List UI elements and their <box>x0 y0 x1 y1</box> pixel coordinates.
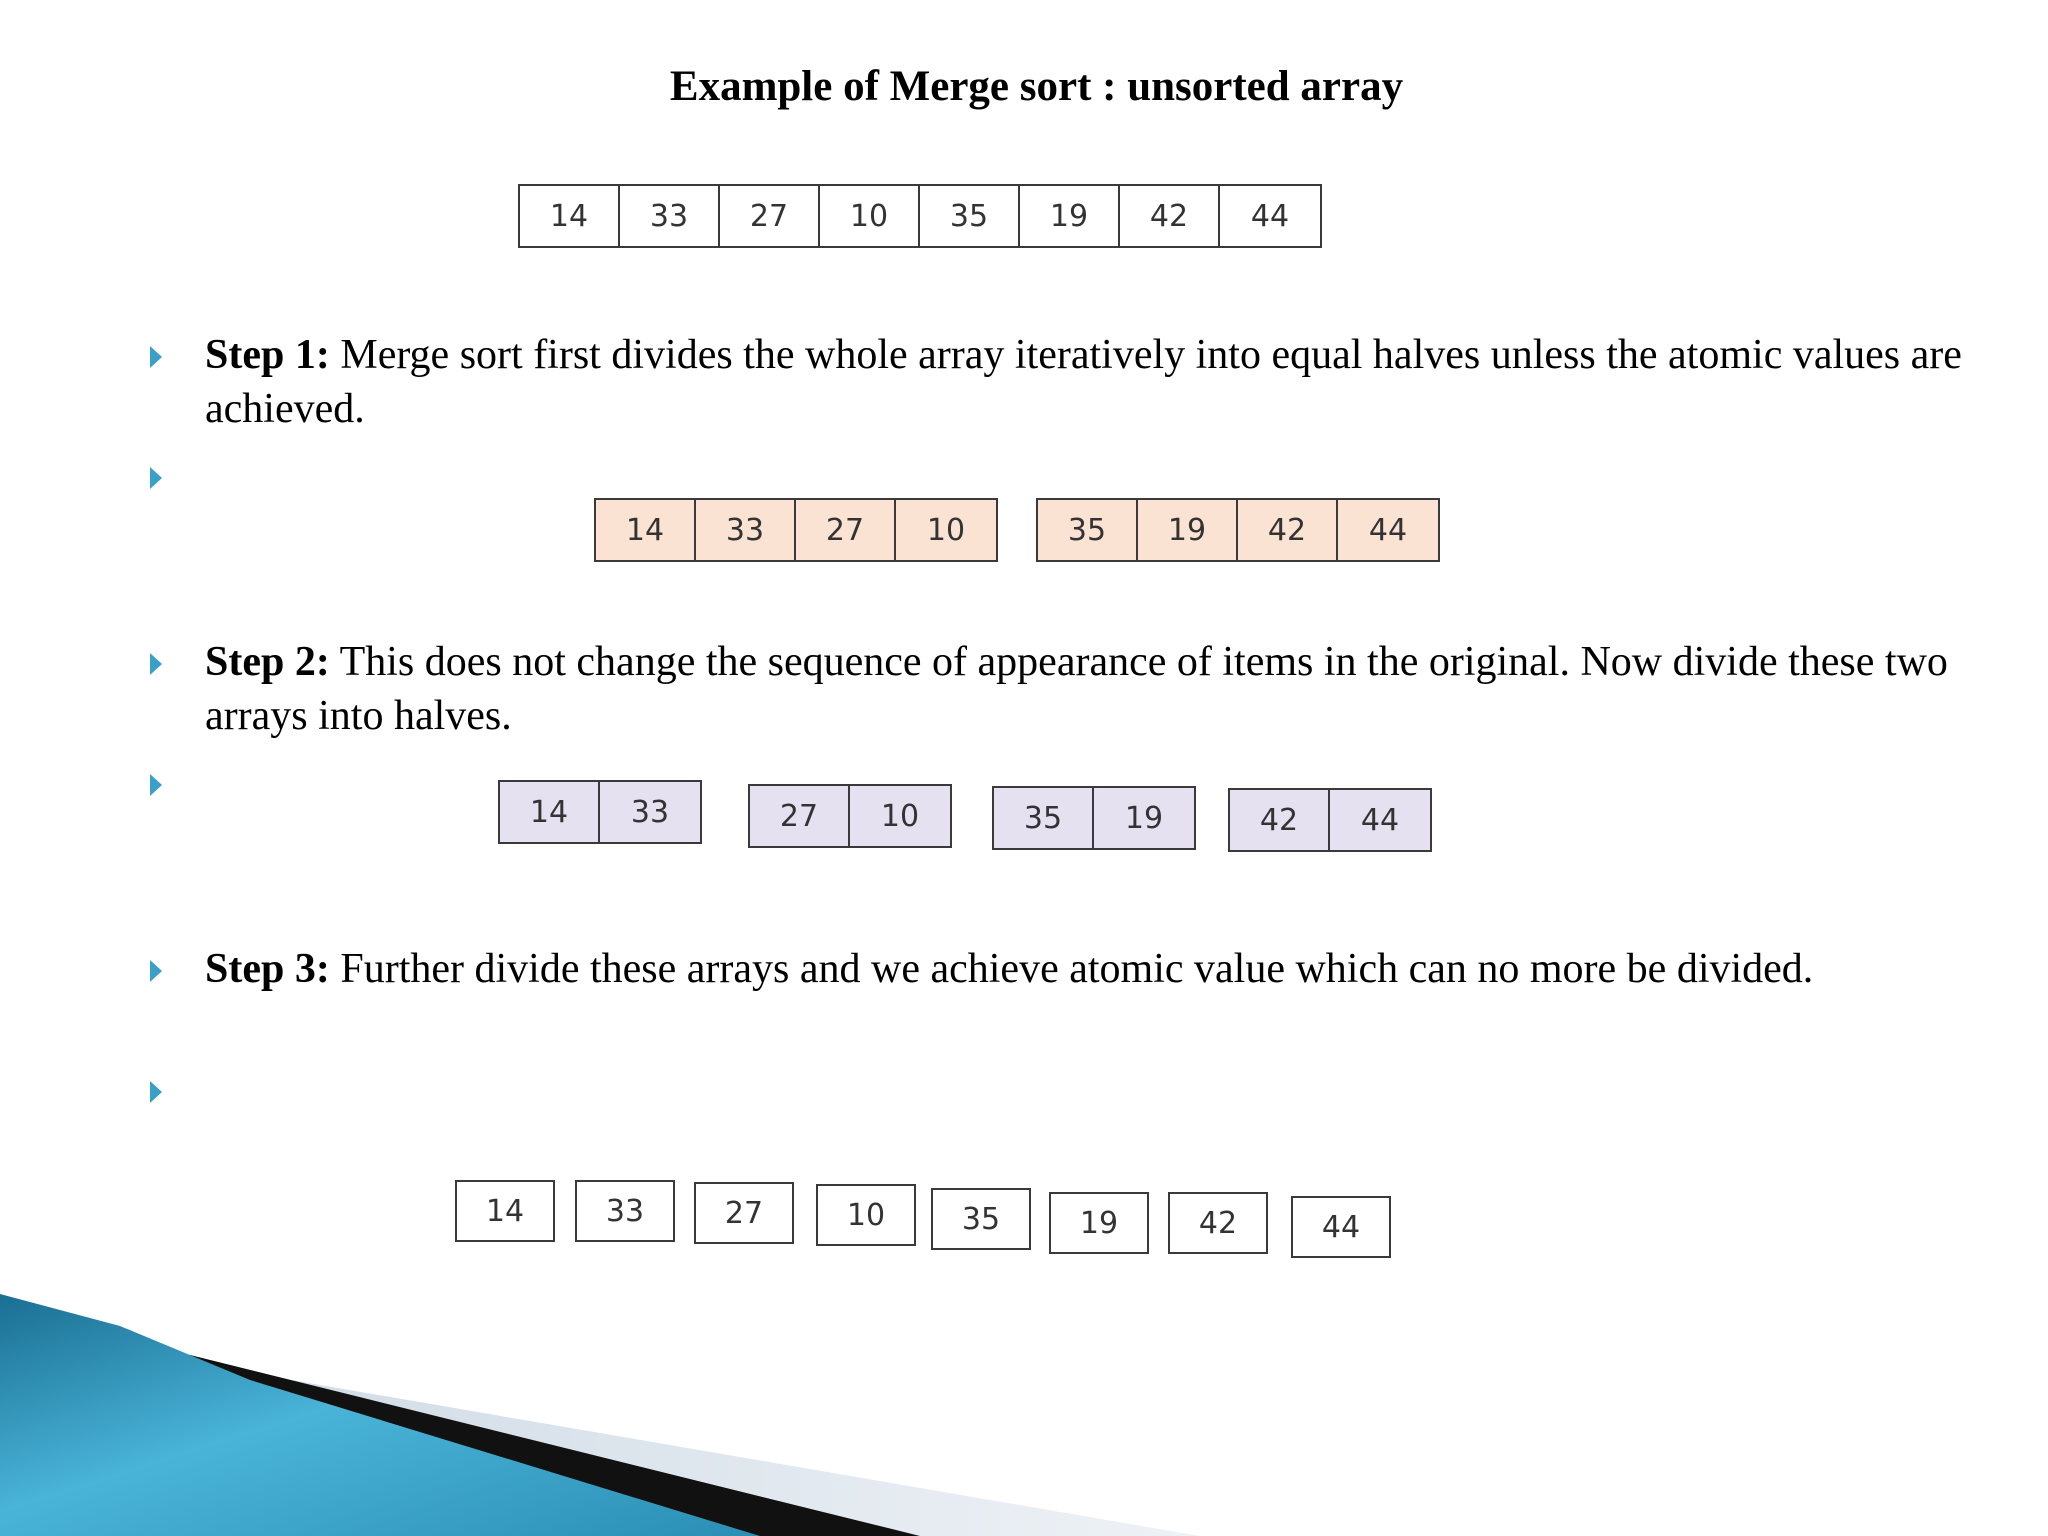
array-cell: 44 <box>1338 500 1438 560</box>
atomic-cell: 35 <box>931 1188 1031 1250</box>
array-cell: 33 <box>620 186 720 246</box>
array-cell: 14 <box>596 500 696 560</box>
step-2-label: Step 2: <box>205 639 330 685</box>
bullet-arrow-icon <box>150 467 162 489</box>
bullet-arrow-icon <box>150 774 162 796</box>
array-cell: 35 <box>994 788 1094 848</box>
quarter-array <box>498 780 702 844</box>
array-cell: 19 <box>1138 500 1238 560</box>
array-cell: 14 <box>500 782 600 842</box>
slide-title: Example of Merge sort : unsorted array <box>669 63 1404 110</box>
half-array-left <box>594 498 998 562</box>
array-cell: 42 <box>1238 500 1338 560</box>
atomic-cell: 33 <box>575 1180 675 1242</box>
quarter-array <box>1228 788 1432 852</box>
quarter-array <box>748 784 952 848</box>
array-cell: 19 <box>1094 788 1194 848</box>
atomic-cell: 14 <box>455 1180 555 1242</box>
array-cell: 35 <box>1038 500 1138 560</box>
unsorted-array <box>518 184 1322 248</box>
bullet-arrow-icon <box>150 346 162 368</box>
step-1-label: Step 1: <box>205 332 330 378</box>
array-cell: 19 <box>1020 186 1120 246</box>
step-1-body: Merge sort first divides the whole array iteratively into equal halves unless the atomic values are achieved. <box>205 332 1962 432</box>
corner-swoosh-decoration <box>0 1280 1200 1536</box>
array-cell: 27 <box>750 786 850 846</box>
array-cell: 44 <box>1250 198 1290 234</box>
atomic-cell: 19 <box>1049 1192 1149 1254</box>
array-cell: 14 <box>520 186 620 246</box>
step-1-text <box>205 328 1965 436</box>
quarter-array <box>992 786 1196 850</box>
array-cell: 44 <box>1330 790 1430 850</box>
array-cell: 10 <box>896 500 996 560</box>
step-3-text <box>205 942 1965 996</box>
array-cell: 10 <box>820 186 920 246</box>
step-3-body: Further divide these arrays and we achieve atomic value which can no more be divided. <box>329 946 1814 992</box>
step-2-text <box>205 635 1965 743</box>
atomic-cell: 42 <box>1168 1192 1268 1254</box>
array-cell: 27 <box>720 186 820 246</box>
half-array-right <box>1036 498 1440 562</box>
array-cell: 33 <box>696 500 796 560</box>
atomic-cell: 27 <box>694 1182 794 1244</box>
bullet-arrow-icon <box>150 960 162 982</box>
step-3-label: Step 3: <box>205 946 330 992</box>
array-cell: 35 <box>920 186 1020 246</box>
array-cell: 10 <box>850 786 950 846</box>
bullet-arrow-icon <box>150 653 162 675</box>
array-cell: 27 <box>796 500 896 560</box>
array-cell: 42 <box>1230 790 1330 850</box>
atomic-cell: 10 <box>816 1184 916 1246</box>
array-cell: 33 <box>600 782 700 842</box>
step-2-body: This does not change the sequence of appearance of items in the original. Now divide these two arrays into halves. <box>205 639 1948 739</box>
array-cell: 42 <box>1120 186 1220 246</box>
atomic-cell: 44 <box>1291 1196 1391 1258</box>
bullet-arrow-icon <box>150 1081 162 1103</box>
